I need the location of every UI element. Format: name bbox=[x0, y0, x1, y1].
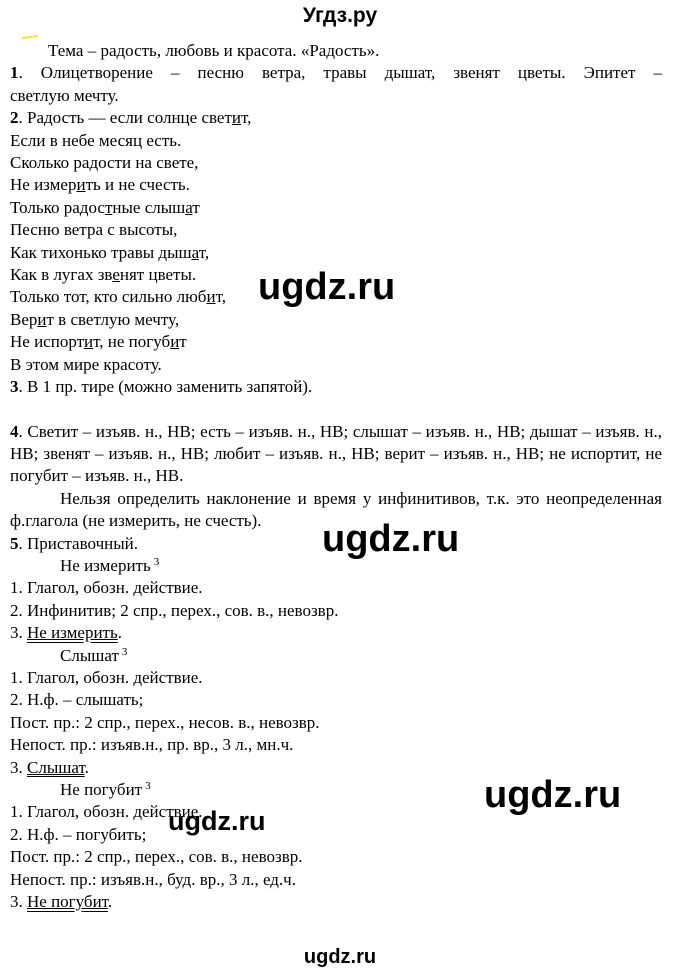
task-1: 1. Олицетворение – песню ветра, травы дышат, звенят цветы. Эпитет – bbox=[10, 63, 662, 83]
word-3-line-2: 2. Н.ф. – погубить; bbox=[10, 824, 147, 844]
watermark: ugdz.ru bbox=[258, 266, 396, 308]
theme-line: Тема – радость, любовь и красота. «Радость». bbox=[48, 41, 380, 60]
highlight-mark bbox=[22, 35, 38, 39]
poem-line-1: 2. Радость — если солнце светит, bbox=[10, 108, 252, 128]
task-number: 3 bbox=[10, 377, 19, 397]
site-header: Угдз.ру bbox=[302, 4, 378, 27]
poem-line-2: Если в небе месяц есть. bbox=[10, 130, 182, 150]
poem-line-11: Не испортит, не погубит bbox=[10, 332, 187, 352]
task-number: 4 bbox=[10, 421, 19, 441]
word-2-line-5: 3. Слышат. bbox=[10, 757, 89, 777]
word-3-line-1: 1. Глагол, обозн. действие. bbox=[10, 802, 203, 822]
task-number: 5 bbox=[10, 533, 19, 553]
word-2-line-3: Пост. пр.: 2 спр., перех., несов. в., невозвр. bbox=[10, 712, 320, 732]
word-2-line-4: Непост. пр.: изъяв.н., пр. вр., 3 л., мн.ч. bbox=[10, 735, 294, 755]
task-5: 5. Приставочный. bbox=[10, 533, 138, 553]
site-footer: ugdz.ru bbox=[303, 946, 377, 968]
poem-line-12: В этом мире красоту. bbox=[10, 354, 162, 374]
watermark: ugdz.ru bbox=[322, 518, 460, 560]
word-heading-3: Не погубит $^3$ bbox=[60, 780, 151, 799]
poem-line-10: Верит в светлую мечту, bbox=[10, 309, 180, 329]
word-2-line-1: 1. Глагол, обозн. действие. bbox=[10, 667, 203, 687]
word-3-line-4: Непост. пр.: изъяв.н., буд. вр., 3 л., ед.ч. bbox=[10, 869, 296, 889]
task-4: 4. Светит – изъяв. н., НВ; есть – изъяв. н., НВ; слышат – изъяв. н., НВ; дышат – изъяв. н., НВ; звенят – изъяв. н., НВ; любит – изъяв. н., НВ; верит – изъяв. н., НВ; не испортит, не погубит – изъяв. н., НВ. bbox=[10, 421, 662, 486]
poem-line-3: Сколько радости на свете, bbox=[10, 153, 199, 173]
word-3-line-5: 3. Не погубит. bbox=[10, 892, 113, 912]
word-heading-1: Не измерить $^3$ bbox=[60, 555, 160, 575]
task-1-cont: светлую мечту. bbox=[10, 85, 119, 105]
task-number: 2 bbox=[10, 108, 19, 128]
task-3: 3. В 1 пр. тире (можно заменить запятой). bbox=[10, 377, 313, 397]
word-1-line-2: 2. Инфинитив; 2 спр., перех., сов. в., невозвр. bbox=[10, 600, 339, 620]
poem-line-8: Как в лугах звенят цветы. bbox=[10, 265, 197, 285]
word-1-line-3: 3. Не измерить. bbox=[10, 623, 122, 643]
task-4-note: Нельзя определить наклонение и время у инфинитивов, т.к. это неопределенная ф.глагола (не измерить, не счесть). bbox=[10, 488, 662, 531]
poem-line-4: Не измерить и не счесть. bbox=[10, 175, 190, 195]
poem-line-6: Песню ветра с высоты, bbox=[10, 220, 178, 240]
poem-line-5: Только радостные слышат bbox=[10, 197, 200, 217]
word-3-line-3: Пост. пр.: 2 спр., перех., сов. в., невозвр. bbox=[10, 847, 303, 867]
task-number: 1 bbox=[10, 63, 19, 83]
word-2-line-2: 2. Н.ф. – слышать; bbox=[10, 690, 144, 710]
word-heading-2: Слышат $^3$ bbox=[60, 645, 128, 665]
poem-line-7: Как тихонько травы дышат, bbox=[10, 242, 210, 262]
watermark: ugdz.ru bbox=[168, 806, 266, 836]
watermark: ugdz.ru bbox=[484, 774, 622, 816]
poem-line-9: Только тот, кто сильно любит, bbox=[10, 287, 226, 307]
word-1-line-1: 1. Глагол, обозн. действие. bbox=[10, 578, 203, 598]
